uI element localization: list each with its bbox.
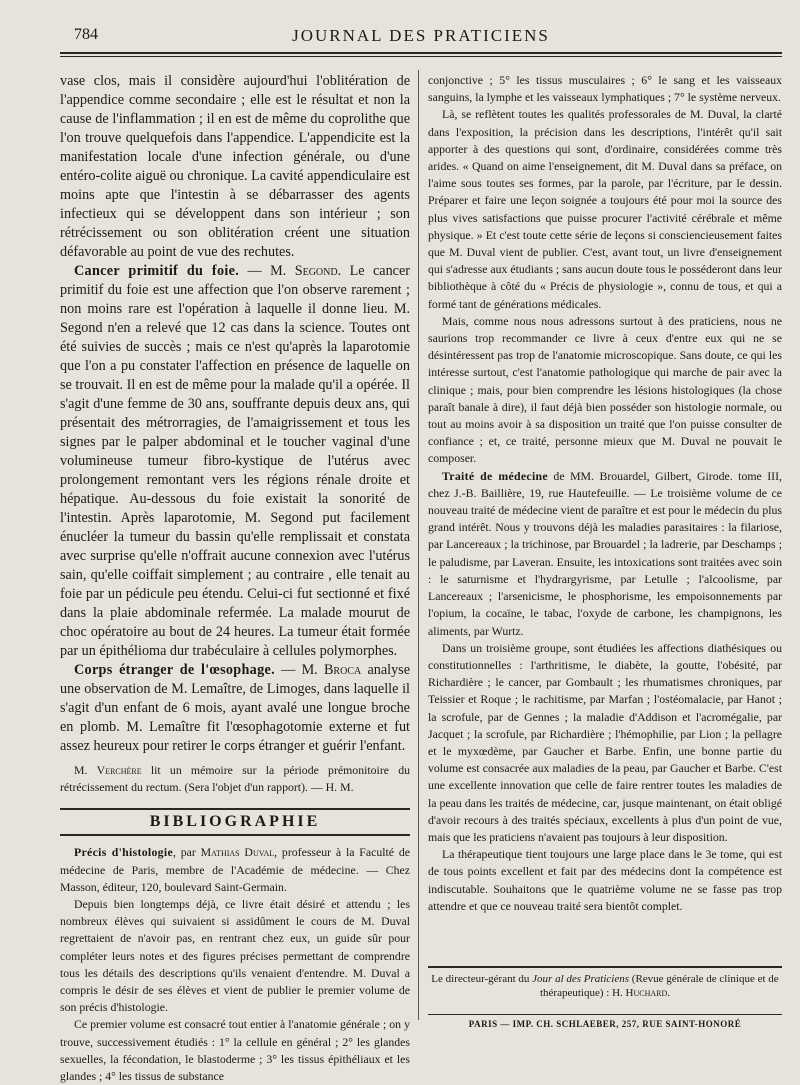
left-small-text bbox=[60, 844, 410, 1085]
cancer-paragraph: Cancer primitif du foie. — M. Segond. Le cancer primitif du foie est une affection que l'on observe rarement ; non moins rare est l'opération à laquelle il donne lieu. M. Segond n'en a relevé que 12 cas dans la science. Toutes ont été suivies de succès ; mais ce n'est qu'après la laparotomie que l'on a pu constater l'affection en présence de laquelle on se trouvait. Il en est de même pour la malade qu'il a opérée. Il s'agit d'une femme de 30 ans, souffrante depuis deux ans, qui présentait des métrorragies, de l'amaigrissement et tous les signes par le palper abdominal et le toucher vaginal d'une volumineuse tumeur fibro-kystique de l'utérus avec prolongement remontant vers les régions rénale droite et hépatique. Au-dessous du foie existait la sonorité de l'intestin. Après laparotomie, M. Segond put facilement énucléer la tumeur du bassin qu'elle remplissait et constata avec surprise qu'elle n'offrait aucune connexion avec l'utérus sain, qu'elle coiffait simplement ; au contraire , elle tenait au foie par un pédicule peu étendu. Celui-ci fut sectionné et fixé dans la plaie abdominale refermée. La malade mourut de choc opératoire au bout de 24 heures. La tumeur était formée par un épithélioma dur trabéculaire à cellules polymorphes. bbox=[60, 263, 410, 659]
author-duval: Mathias Duval bbox=[200, 845, 275, 860]
praticiens-paragraph: Mais, comme nous nous adressons surtout à des praticiens, nous ne saurions trop recommander ce livre à ceux d'entre eux qui ne se désintéressent pas trop de l'anatomie microscopique. Sans doute, ce qui les intéresse surtout, c'est l'anatomie pathologique qui marche de pair avec la clinique ; mais, pour bien comprendre les lésions histologiques (la chose paraît banale à dire), il faut déjà bien posséder son histologie normale, ou tout au moins avoir à sa disposition un traité que l'on puisse consulter de confiance ; et, ce traité, personne mieux que M. Duval ne pouvait le composer. bbox=[428, 313, 782, 466]
left-column bbox=[60, 72, 410, 1085]
left-small-text-top bbox=[60, 762, 410, 796]
gerant-line: Le directeur-gérant du Jour al des Praticiens (Revue générale de clinique et de thérapeutique) : H. Huchard. bbox=[431, 973, 779, 999]
cancer-heading: Cancer primitif du foie. bbox=[74, 263, 240, 279]
corps-paragraph: Corps étranger de l'œsophage. — M. Broca analyse une observation de M. Lemaître, de Limoges, dans laquelle il s'agit d'un enfant de 6 mois, ayant avalé une longue broche en plomb. M. Lemaître fit l'œsophagotomie externe et fut assez heureux pour retirer le corps étranger et guérir l'enfant. bbox=[60, 662, 410, 754]
gerant-name: Huchard bbox=[625, 987, 668, 999]
qualites-paragraph: Là, se reflètent toutes les qualités professorales de M. Duval, la clarté dans l'exposition, la précision dans les descriptions, l'intérêt qu'il sait apporter à des questions qui sont, d'ordinaire, considérées comme très arides. « Quand on aime l'enseignement, dit M. Duval dans sa préface, on l'aime sous toutes ses formes, par la parole, par l'écriture, par le dessin. Préparer et faire une leçon soignée a toujours été pour moi la source des plus vives satisfactions que puisse procurer l'activité cérébrale et même physique. » Et c'est toute cette série de leçons si consciencieusement faites que M. Duval vient de publier. C'est, avant tout, un livre d'enseignement qui s'adresse aux étudiants ; sans aucun doute tous le posséderont dans leur bibliothèque à côté du « Précis de physiologie », connu de tous, et qui a formé tant de générations médicales. bbox=[428, 107, 782, 311]
author-verchere: Verchère bbox=[96, 763, 142, 777]
page-footer bbox=[428, 966, 782, 1029]
page-number: 784 bbox=[74, 26, 98, 43]
bibliographie-heading: BIBLIOGRAPHIE bbox=[60, 808, 410, 836]
page-header bbox=[60, 24, 782, 54]
therapeutique-paragraph: La thérapeutique tient toujours une large place dans le 3e tome, qui est de tous points excellent et fait par des médecins dont la compétence est indiscutable. Souhaitons que le quatrième volume ne se fasse pas trop attendre et que ce nouveau traité sera bientôt complet. bbox=[428, 847, 782, 913]
traite-paragraph: Traité de médecine de MM. Brouardel, Gilbert, Girode. tome III, chez J.-B. Baillière, 19, rue Hautefeuille. — Le troisième volume de ce nouveau traité de médecine vient de paraître et est pour le médecin du plus grand intérêt. Nous y trouvons déjà les maladies parasitaires : la filariose, par Lancereaux ; la trichinose, par Brouardel ; la ladrerie, par Deschamps ; le paludisme, par Laveran. Ensuite, les intoxications sont traitées avec soin : le saturnisme et l'hydrargyrisme, par Letulle ; l'alcoolisme, par Lancereaux ; l'arsenicisme, le phosphorisme, les empoisonnements par l'opium, la cocaïne, le tabac, l'oxyde de carbone, les champignons, les aliments, par Wurtz. bbox=[428, 468, 782, 638]
journal-title: JOURNAL DES PRATICIENS bbox=[292, 26, 550, 45]
imprint-line: PARIS — IMP. CH. SCHLAEBER, 257, RUE SAINT-HONORÉ bbox=[428, 1014, 782, 1029]
author-segond: Segond bbox=[294, 263, 338, 279]
precis-heading: Précis d'histologie bbox=[74, 845, 173, 860]
precis-paragraph: Précis d'histologie, par Mathias Duval, professeur à la Faculté de médecine de Paris, membre de l'Académie de médecine. — Chez Masson, éditeur, 120, boulevard Saint-Germain. bbox=[60, 845, 410, 894]
author-broca: Broca bbox=[323, 662, 362, 678]
troisieme-groupe-paragraph: Dans un troisième groupe, sont étudiées les affections diathésiques ou constitutionnelles : l'arthritisme, le diabète, la goutte, l'obésité, par Richardière ; le cancer, par Gombault ; les rhumatismes chroniques, par Teissier et Roque ; le rachitisme, par Marfan ; l'ostéomalacie, par Hanot ; la scrofule, par de Gennes ; la maladie d'Addison et l'acromégalie, par Jacquet ; la scrofule, par Richardière ; l'hémophilie, par Lion ; la pellagre et le myxœdème, par Gaucher et Barbe. Enfin, une bonne partie du volume est consacrée aux maladies de la peau, par Gaucher et Barbe. C'est une excellente innovation que celle de faire rentrer toutes les maladies de la peau dans les traités de médecine, car, jusque maintenant, on était obligé d'avoir recours à des traités spéciaux, excellents à plus d'un point de vue, mais que les praticiens n'avaient pas toujours à leur disposition. bbox=[428, 640, 782, 844]
left-large-text bbox=[60, 72, 410, 756]
journal-name-italic: Jour al des Praticiens bbox=[532, 973, 630, 985]
right-column bbox=[428, 72, 782, 915]
column-divider bbox=[418, 70, 419, 1020]
conjonctive-paragraph: conjonctive ; 5° les tissus musculaires ; 6° le sang et les vaisseaux sanguins, la lymphe et les vaisseaux lymphatiques ; 7° le système nerveux. bbox=[428, 73, 782, 105]
right-small-text bbox=[428, 72, 782, 915]
header-rule bbox=[60, 56, 782, 57]
traite-heading: Traité de médecine bbox=[442, 468, 548, 483]
verchere-paragraph: M. Verchère lit un mémoire sur la période prémonitoire du rétrécissement du rectum. (Sera l'objet d'un rapport). — H. M. bbox=[60, 763, 411, 795]
appendicite-paragraph: vase clos, mais il considère aujourd'hui l'oblitération de l'appendice comme secondaire ; elle est le résultat et non la cause de l'inflammation ; il en est de même du coprolithe que l'on trouve quelquefois dans l'appendice. L'appendicite est la manifestation locale d'une infection générale, ou d'une entéro-colite aiguë ou chronique. La cavité appendiculaire est moins apte que l'intestin à se débarrasser des agents infectieux qui se développent dans son intérieur ; son rétrécissement ou son oblitération créent une situation défavorable au point de vue des rechutes. bbox=[60, 73, 410, 260]
ce-volume-paragraph: Ce premier volume est consacré tout entier à l'anatomie générale ; on y trouve, successivement étudiés : 1° la cellule en général ; 2° les glandes sexuelles, la fécondation, le blastoderme ; 3° les tissus épithéliaux et les glandes ; 4° les tissus de substance bbox=[60, 1017, 410, 1084]
corps-heading: Corps étranger de l'œsophage. bbox=[74, 662, 275, 678]
depuis-paragraph: Depuis bien longtemps déjà, ce livre était désiré et attendu ; les nombreux élèves qui suivaient si assidûment le cours de M. Duval regrettaient de n'avoir pas, en rentrant chez eux, un guide sûr pour compléter leurs notes et des figures précises permettant de comprendre tous les détails des descriptions qu'ils venaient d'entendre. M. Duval a compris le désir de ses élèves et vient de publier le premier volume de son précis d'histologie. bbox=[60, 897, 410, 1015]
